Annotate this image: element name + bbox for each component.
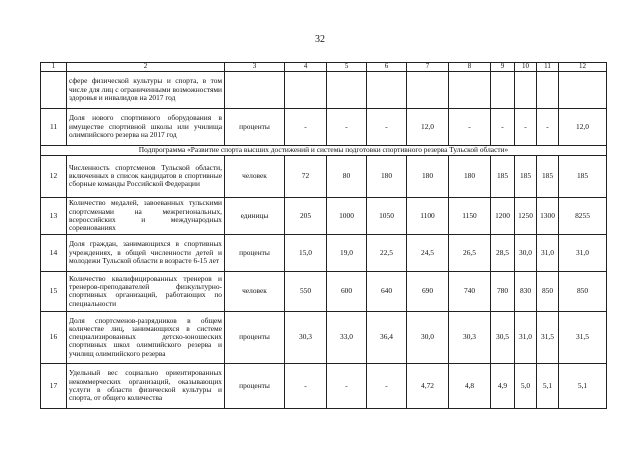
row-number: 16 xyxy=(41,311,67,363)
value-cell: 180 xyxy=(407,155,449,197)
value-cell: 30,0 xyxy=(407,311,449,363)
value-cell: 185 xyxy=(515,155,537,197)
column-number: 8 xyxy=(449,63,491,72)
value-cell: 1200 xyxy=(491,197,515,234)
column-number: 7 xyxy=(407,63,449,72)
value-cell: 33,0 xyxy=(327,311,367,363)
table-row xyxy=(41,155,607,197)
indicator-name: Удельный вес социально ориентированных некоммерческих организаций, оказывающих услуги в области физической культуры и спорта, от общего количества xyxy=(67,363,225,408)
row-number xyxy=(41,71,67,108)
value-cell: - xyxy=(327,363,367,408)
subprogram-row xyxy=(41,145,607,155)
value-cell: 1000 xyxy=(327,197,367,234)
value-cell: 185 xyxy=(537,155,559,197)
value-cell xyxy=(407,71,449,108)
value-cell xyxy=(367,71,407,108)
value-cell: 80 xyxy=(327,155,367,197)
value-cell: 8255 xyxy=(559,197,607,234)
value-cell: 180 xyxy=(449,155,491,197)
table-row xyxy=(41,71,607,108)
value-cell: - xyxy=(367,363,407,408)
value-cell: 4,72 xyxy=(407,363,449,408)
value-cell: 30,0 xyxy=(515,234,537,271)
subprogram-title: Подпрограмма «Развитие спорта высших достижений и системы подготовки спортивного резерва Тульской области» xyxy=(41,145,607,155)
table-row xyxy=(41,234,607,271)
row-number: 14 xyxy=(41,234,67,271)
value-cell: - xyxy=(327,108,367,145)
value-cell: 830 xyxy=(515,271,537,311)
value-cell: 850 xyxy=(559,271,607,311)
value-cell xyxy=(559,71,607,108)
value-cell: 30,3 xyxy=(449,311,491,363)
value-cell xyxy=(537,71,559,108)
value-cell: 30,3 xyxy=(285,311,327,363)
value-cell: 185 xyxy=(491,155,515,197)
indicator-name: Численность спортсменов Тульской области, включенных в список кандидатов в спортивные сборные команды Российской Федерации xyxy=(67,155,225,197)
value-cell: - xyxy=(285,108,327,145)
value-cell: 690 xyxy=(407,271,449,311)
value-cell: 31,0 xyxy=(537,234,559,271)
value-cell: 550 xyxy=(285,271,327,311)
table-row xyxy=(41,197,607,234)
value-cell xyxy=(285,71,327,108)
value-cell: 26,5 xyxy=(449,234,491,271)
value-cell: 22,5 xyxy=(367,234,407,271)
value-cell: - xyxy=(515,108,537,145)
value-cell: 5,0 xyxy=(515,363,537,408)
value-cell: 850 xyxy=(537,271,559,311)
table-row xyxy=(41,271,607,311)
column-number: 10 xyxy=(515,63,537,72)
value-cell: 600 xyxy=(327,271,367,311)
indicator-name: Доля нового спортивного оборудования в имуществе спортивной школы или училища олимпийского резерва на 2017 год xyxy=(67,108,225,145)
value-cell: - xyxy=(449,108,491,145)
value-cell xyxy=(449,71,491,108)
column-number: 9 xyxy=(491,63,515,72)
value-cell: 31,0 xyxy=(559,234,607,271)
value-cell: 24,5 xyxy=(407,234,449,271)
indicator-name: Доля спортсменов-разрядников в общем количестве лиц, занимающихся в системе специализированных детско-юношеских спортивных школ олимпийского резерва и училищ олимпийского резерва xyxy=(67,311,225,363)
indicators-table xyxy=(40,62,607,409)
table-row xyxy=(41,311,607,363)
value-cell: 19,0 xyxy=(327,234,367,271)
column-number: 11 xyxy=(537,63,559,72)
table-row xyxy=(41,108,607,145)
value-cell: 31,0 xyxy=(515,311,537,363)
indicator-name: Количество квалифицированных тренеров и тренеров-преподавателей физкультурно-спортивных организаций, работающих по специальности xyxy=(67,271,225,311)
value-cell: 780 xyxy=(491,271,515,311)
column-number: 1 xyxy=(41,63,67,72)
value-cell: 180 xyxy=(367,155,407,197)
value-cell: 12,0 xyxy=(559,108,607,145)
value-cell: - xyxy=(285,363,327,408)
column-number: 6 xyxy=(367,63,407,72)
value-cell: 1100 xyxy=(407,197,449,234)
column-number-row xyxy=(41,63,607,72)
value-cell xyxy=(515,71,537,108)
value-cell: 4,9 xyxy=(491,363,515,408)
unit-cell: проценты xyxy=(225,108,285,145)
column-number: 2 xyxy=(67,63,225,72)
row-number: 15 xyxy=(41,271,67,311)
column-number: 12 xyxy=(559,63,607,72)
value-cell: 36,4 xyxy=(367,311,407,363)
value-cell: - xyxy=(537,108,559,145)
row-number: 12 xyxy=(41,155,67,197)
unit-cell: проценты xyxy=(225,311,285,363)
unit-cell: проценты xyxy=(225,234,285,271)
value-cell: 1250 xyxy=(515,197,537,234)
value-cell: 31,5 xyxy=(537,311,559,363)
value-cell: - xyxy=(367,108,407,145)
value-cell: 5,1 xyxy=(537,363,559,408)
value-cell: 4,8 xyxy=(449,363,491,408)
row-number: 13 xyxy=(41,197,67,234)
value-cell: 30,5 xyxy=(491,311,515,363)
value-cell: 72 xyxy=(285,155,327,197)
value-cell: 12,0 xyxy=(407,108,449,145)
value-cell: 640 xyxy=(367,271,407,311)
value-cell: 1150 xyxy=(449,197,491,234)
unit-cell: единицы xyxy=(225,197,285,234)
value-cell: 205 xyxy=(285,197,327,234)
indicator-name: сфере физической культуры и спорта, в том числе для лиц с ограниченными возможностями здоровья и инвалидов на 2017 год xyxy=(67,71,225,108)
unit-cell: проценты xyxy=(225,363,285,408)
value-cell: - xyxy=(491,108,515,145)
column-number: 4 xyxy=(285,63,327,72)
indicator-name: Доля граждан, занимающихся в спортивных учреждениях, в общей численности детей и молодежи Тульской области в возрасте 6-15 лет xyxy=(67,234,225,271)
value-cell xyxy=(327,71,367,108)
unit-cell xyxy=(225,71,285,108)
value-cell: 15,0 xyxy=(285,234,327,271)
indicator-name: Количество медалей, завоеванных тульскими спортсменами на межрегиональных, всероссийских и международных соревнованиях xyxy=(67,197,225,234)
value-cell: 740 xyxy=(449,271,491,311)
value-cell: 28,5 xyxy=(491,234,515,271)
value-cell: 1300 xyxy=(537,197,559,234)
column-number: 5 xyxy=(327,63,367,72)
unit-cell: человек xyxy=(225,271,285,311)
row-number: 11 xyxy=(41,108,67,145)
value-cell: 5,1 xyxy=(559,363,607,408)
column-number: 3 xyxy=(225,63,285,72)
value-cell: 31,5 xyxy=(559,311,607,363)
unit-cell: человек xyxy=(225,155,285,197)
table-row xyxy=(41,363,607,408)
value-cell: 1050 xyxy=(367,197,407,234)
row-number: 17 xyxy=(41,363,67,408)
page-number: 32 xyxy=(315,34,325,45)
value-cell xyxy=(491,71,515,108)
value-cell: 185 xyxy=(559,155,607,197)
